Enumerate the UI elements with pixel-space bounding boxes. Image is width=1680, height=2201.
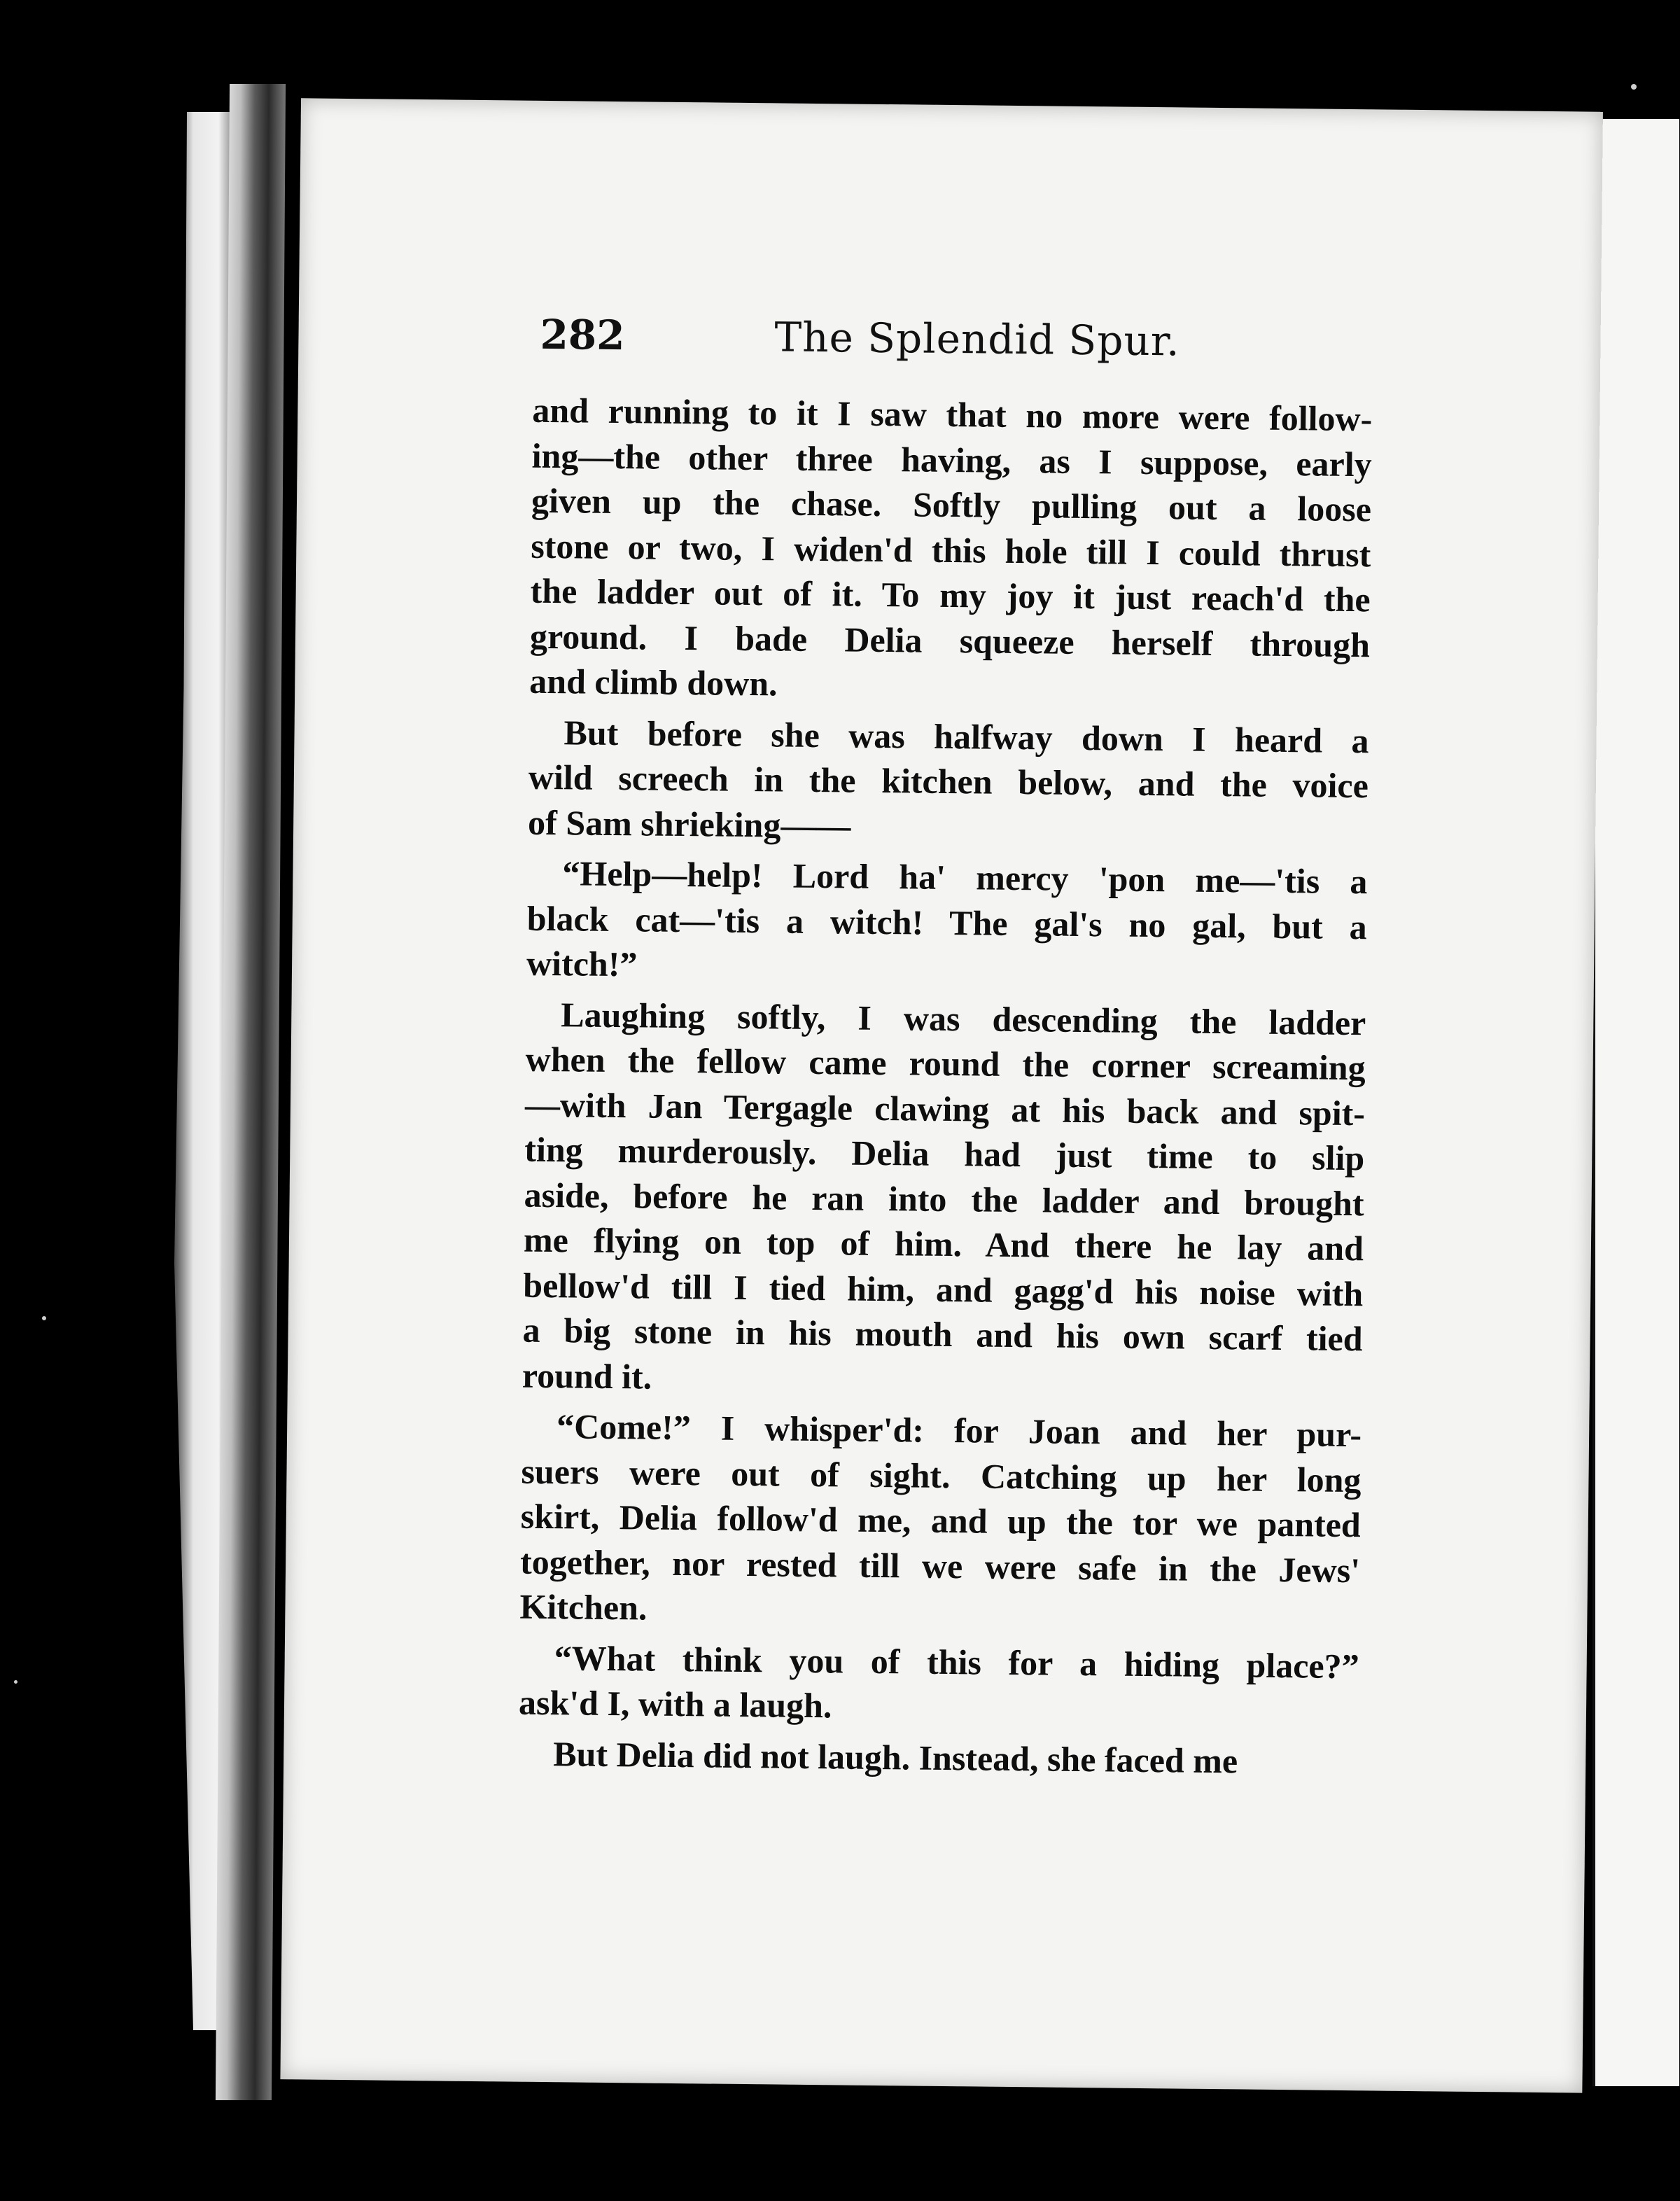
text-line: “What think you of this for a hiding place?” (554, 1637, 1359, 1686)
running-title: The Splendid Spur. (774, 313, 1180, 365)
text-line: a big stone in his mouth and his own scarf tied (522, 1310, 1363, 1359)
text-line: But Delia did not laugh. Instead, she faced me (553, 1733, 1238, 1780)
text-line: me flying on top of him. And there he lay and (523, 1220, 1364, 1269)
text-line: ing—the other three having, as I suppose, early (531, 435, 1372, 484)
text-line: —with Jan Tergagle clawing at his back and spit- (524, 1084, 1366, 1133)
text-line: “Come!” I whisper'd: for Joan and her pur- (556, 1406, 1362, 1455)
text-line: ask'd I, with a laugh. (518, 1682, 832, 1726)
facing-page-edge (1592, 119, 1679, 2086)
dust-speck (42, 1316, 46, 1320)
text-line: wild screech in the kitchen below, and the voice (528, 757, 1369, 806)
paragraph (518, 1731, 1359, 1784)
paragraph (528, 709, 1369, 853)
text-line: of Sam shrieking—— (527, 802, 851, 846)
paragraph (529, 388, 1373, 713)
paragraph (526, 851, 1368, 995)
text-line: and climb down. (529, 661, 778, 704)
text-line: suers were out of sight. Catching up her long (521, 1451, 1362, 1500)
paragraph (519, 1635, 1359, 1734)
text-line: witch!” (526, 943, 638, 984)
text-line: Kitchen. (519, 1586, 648, 1628)
text-line: given up the chase. Softly pulling out a loose (531, 480, 1372, 529)
text-line: when the fellow came round the corner screaming (525, 1039, 1366, 1088)
dust-speck (1631, 84, 1637, 90)
text-line: aside, before he ran into the ladder and brought (524, 1175, 1364, 1223)
text-line: together, nor rested till we were safe in the Jews' (519, 1542, 1361, 1590)
text-line: Laughing softly, I was descending the ladder (561, 994, 1366, 1042)
text-line: the ladder out of it. To my joy it just reach'd the (530, 571, 1371, 620)
text-line: ground. I bade Delia squeeze herself through (529, 616, 1371, 664)
text-line: round it. (522, 1355, 652, 1397)
text-line: stone or two, I widen'd this hole till I could thrust (531, 526, 1371, 574)
page-header (540, 310, 1450, 365)
book-page (280, 98, 1603, 2092)
text-line: “Help—help! Lord ha' mercy 'pon me—'tis a (562, 853, 1368, 902)
dust-speck (14, 1680, 18, 1684)
text-line: black cat—'tis a witch! The gal's no gal, but a (526, 898, 1368, 946)
text-line: ting murderously. Delia had just time to slip (524, 1129, 1365, 1178)
text-line: skirt, Delia follow'd me, and up the tor we panted (520, 1496, 1362, 1545)
paragraph (519, 1404, 1362, 1638)
body-text (518, 388, 1373, 1784)
text-line: bellow'd till I tied him, and gagg'd his noise with (523, 1265, 1364, 1313)
paragraph (522, 991, 1366, 1406)
text-line: But before she was halfway down I heard a (564, 712, 1369, 760)
page-number: 282 (540, 310, 625, 360)
text-line: and running to it I saw that no more were follow- (532, 390, 1373, 439)
